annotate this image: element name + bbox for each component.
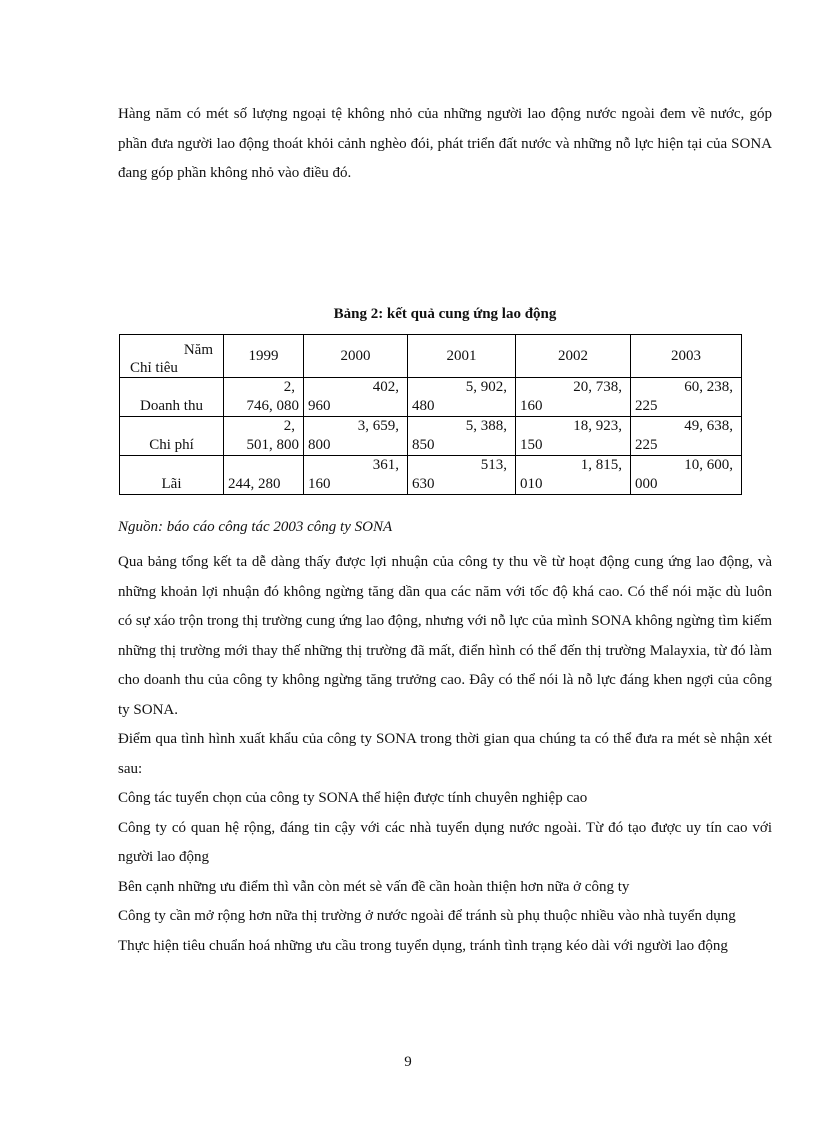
table-cell: 49, 638, 225 [631, 417, 742, 456]
header-corner-cell [120, 335, 224, 378]
body-paragraph: Công tác tuyển chọn của công ty SONA thể hiện được tính chuyên nghiệp cao [118, 790, 588, 806]
body-paragraph: Công ty cần mở rộng hơn nữa thị trường ở nước ngoài để tránh sù phụ thuộc nhiều vào nhà tuyển dụng [118, 908, 736, 924]
body-paragraph: Bên cạnh những ưu điểm thì vẫn còn mét sè vấn đề cần hoàn thiện hơn nữa ở công ty [118, 878, 630, 895]
table-cell: 402, 960 [304, 378, 408, 417]
row-label: Doanh thu [120, 378, 224, 417]
page-number: 9 [404, 1054, 412, 1070]
table-cell: 10, 600, 000 [631, 456, 742, 495]
table-caption: Bảng 2: kết quả cung ứng lao động [333, 306, 557, 322]
table-row [120, 378, 742, 417]
intro-paragraph: Hàng năm có mét số lượng ngoại tệ không nhỏ của những người lao động nước ngoài đem về nước, góp phần đưa người lao động thoát khỏi cảnh nghèo đói, phát triển đất nước và những nỗ lực hiện tại của SONA đang góp phần không nhỏ vào điều đó. [118, 106, 772, 181]
labor-supply-table [119, 334, 742, 495]
source-note: Nguồn: báo cáo công tác 2003 công ty SONA [118, 519, 393, 535]
table-cell: 60, 238, 225 [631, 378, 742, 417]
table-cell: 244, 280 [224, 456, 304, 495]
body-text [118, 548, 772, 961]
table-cell: 2, 501, 800 [224, 417, 304, 456]
year-header-cell: 2000 [304, 335, 408, 378]
body-paragraph: Qua bảng tổng kết ta dễ dàng thấy được lợi nhuận của công ty thu về từ hoạt động cung ứng lao động, và những khoản lợi nhuận đó không ngừng tăng dần qua các năm với tốc độ khá cao. Có thể nói mặc dù luôn có sự xáo trộn trong thị trường cung ứng lao động, nhưng với nỗ lực của mình SONA không ngừng tìm kiếm những thị trường mới thay thế những thị trường đã mất, điển hình có thể đến thị trường Malayxia, từ đó làm cho doanh thu của công ty không ngừng tăng trưởng cao. Đây có thể nói là nỗ lực đáng khen ngợi của công ty SONA. [118, 554, 772, 718]
table-cell: 3, 659, 800 [304, 417, 408, 456]
row-label: Chi phí [120, 417, 224, 456]
table-cell: 361, 160 [304, 456, 408, 495]
row-label: Lãi [120, 456, 224, 495]
year-header-cell: 2001 [408, 335, 516, 378]
year-header-cell: 2002 [516, 335, 631, 378]
body-paragraph: Thực hiện tiêu chuẩn hoá những ưu cầu trong tuyển dụng, tránh tình trạng kéo dài với người lao động [118, 937, 728, 954]
table-cell: 20, 738, 160 [516, 378, 631, 417]
body-paragraph: Điểm qua tình hình xuất khẩu của công ty SONA trong thời gian qua chúng ta có thể đưa ra mét sè nhận xét sau: [118, 731, 772, 777]
header-indicator-label: Chỉ tiêu [130, 360, 178, 376]
year-header-cell: 1999 [224, 335, 304, 378]
table-row [120, 456, 742, 495]
year-header-cell: 2003 [631, 335, 742, 378]
table-header-row [120, 335, 742, 378]
table-cell: 5, 388, 850 [408, 417, 516, 456]
table-cell: 513, 630 [408, 456, 516, 495]
header-year-label: Năm [183, 342, 213, 358]
table-cell: 2, 746, 080 [224, 378, 304, 417]
table-cell: 18, 923, 150 [516, 417, 631, 456]
table-cell: 1, 815, 010 [516, 456, 631, 495]
table-cell: 5, 902, 480 [408, 378, 516, 417]
body-paragraph: Công ty có quan hệ rộng, đáng tin cậy với các nhà tuyển dụng nước ngoài. Từ đó tạo được uy tín cao với người lao động [118, 819, 772, 865]
table-row [120, 417, 742, 456]
